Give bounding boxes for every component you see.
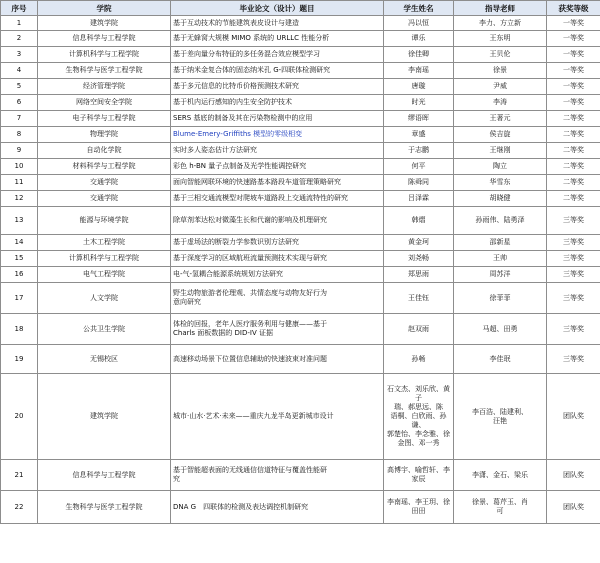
header-college: 学院 xyxy=(38,1,171,16)
award-cell: 团队奖 xyxy=(547,460,600,491)
advisor-cell: 李佳珉 xyxy=(454,345,547,374)
table-row xyxy=(1,191,600,207)
college-cell: 信息科学与工程学院 xyxy=(38,460,171,491)
title-cell: 基于深度学习的区域航班流量预测技术实现与研究 xyxy=(171,251,384,267)
award-cell: 三等奖 xyxy=(547,235,600,251)
row-number: 15 xyxy=(1,251,38,267)
title-cell: 基于虚场法的断裂力学参数识别方法研究 xyxy=(171,235,384,251)
title-cell: 基于机内运行感知的内生安全防护技术 xyxy=(171,95,384,111)
row-number: 4 xyxy=(1,63,38,79)
title-cell: 实时多人姿态估计方法研究 xyxy=(171,143,384,159)
row-number: 16 xyxy=(1,267,38,283)
title-cell: 基于差向量分布特征的多任务混合效应模型学习 xyxy=(171,47,384,63)
title-cell: 体检的回报，老年人医疗服务利用与健康——基于 Charls 面板数据的 DID-IV 证据 xyxy=(171,314,384,345)
row-number: 1 xyxy=(1,16,38,31)
advisor-cell: 徐景 xyxy=(454,63,547,79)
table-row xyxy=(1,314,600,345)
row-number: 10 xyxy=(1,159,38,175)
title-cell: SERS 基底的制备及其在污染物检测中的应用 xyxy=(171,111,384,127)
title-cell: DNA G 四联体的检测及表达调控机制研究 xyxy=(171,491,384,524)
student-cell: 韩熠 xyxy=(384,207,454,235)
table-row xyxy=(1,63,600,79)
advisor-cell: 李力、方立新 xyxy=(454,16,547,31)
college-cell: 生物科学与医学工程学院 xyxy=(38,491,171,524)
award-cell: 一等奖 xyxy=(547,63,600,79)
student-cell: 徐佳卿 xyxy=(384,47,454,63)
award-cell: 团队奖 xyxy=(547,491,600,524)
college-cell: 计算机科学与工程学院 xyxy=(38,251,171,267)
student-cell: 唐璇 xyxy=(384,79,454,95)
row-number: 2 xyxy=(1,31,38,47)
table-row xyxy=(1,143,600,159)
header-advisor: 指导老师 xyxy=(454,1,547,16)
college-cell: 材料科学与工程学院 xyxy=(38,159,171,175)
college-cell: 人文学院 xyxy=(38,283,171,314)
table-row xyxy=(1,267,600,283)
row-number: 3 xyxy=(1,47,38,63)
college-cell: 公共卫生学院 xyxy=(38,314,171,345)
table-row xyxy=(1,31,600,47)
title-cell: 高速移动场景下位置信息辅助的快速波束对准问题 xyxy=(171,345,384,374)
row-number: 7 xyxy=(1,111,38,127)
row-number: 11 xyxy=(1,175,38,191)
award-cell: 三等奖 xyxy=(547,207,600,235)
student-cell: 何平 xyxy=(384,159,454,175)
award-cell: 一等奖 xyxy=(547,79,600,95)
award-cell: 三等奖 xyxy=(547,283,600,314)
table-row xyxy=(1,460,600,491)
row-number: 17 xyxy=(1,283,38,314)
advisor-cell: 周苏洋 xyxy=(454,267,547,283)
advisor-cell: 尹威 xyxy=(454,79,547,95)
award-cell: 一等奖 xyxy=(547,16,600,31)
title-cell: 野生动物旅游者伦理观、共情态度与动物友好行为 意向研究 xyxy=(171,283,384,314)
table-row xyxy=(1,235,600,251)
student-cell: 高博宇、喻哲轩、李 家辰 xyxy=(384,460,454,491)
advisor-cell: 李涛 xyxy=(454,95,547,111)
college-cell: 计算机科学与工程学院 xyxy=(38,47,171,63)
header-title: 毕业论文（设计）题目 xyxy=(171,1,384,16)
student-cell: 赵双雨 xyxy=(384,314,454,345)
table-row xyxy=(1,345,600,374)
college-cell: 能源与环境学院 xyxy=(38,207,171,235)
student-cell: 于志鹏 xyxy=(384,143,454,159)
award-cell: 三等奖 xyxy=(547,267,600,283)
college-cell: 电气工程学院 xyxy=(38,267,171,283)
advisor-cell: 马超、田勇 xyxy=(454,314,547,345)
advisor-cell: 王继刚 xyxy=(454,143,547,159)
student-cell: 缪语晖 xyxy=(384,111,454,127)
row-number: 13 xyxy=(1,207,38,235)
row-number: 22 xyxy=(1,491,38,524)
advisor-cell: 李潇、金石、梁乐 xyxy=(454,460,547,491)
college-cell: 生物科学与医学工程学院 xyxy=(38,63,171,79)
college-cell: 无锡校区 xyxy=(38,345,171,374)
award-cell: 三等奖 xyxy=(547,251,600,267)
advisor-cell: 邵新星 xyxy=(454,235,547,251)
table-row xyxy=(1,491,600,524)
student-cell: 吕泽霖 xyxy=(384,191,454,207)
header-student: 学生姓名 xyxy=(384,1,454,16)
advisor-cell: 王帅 xyxy=(454,251,547,267)
table-header-row xyxy=(1,1,600,16)
college-cell: 物理学院 xyxy=(38,127,171,143)
advisor-cell: 华雪东 xyxy=(454,175,547,191)
advisor-cell: 胡晓健 xyxy=(454,191,547,207)
title-cell: 基于无蜂窝大规模 MIMO 系统的 URLLC 性能分析 xyxy=(171,31,384,47)
college-cell: 交通学院 xyxy=(38,175,171,191)
table-row xyxy=(1,79,600,95)
table-row xyxy=(1,374,600,460)
table-row xyxy=(1,175,600,191)
student-cell: 李南瑶 xyxy=(384,63,454,79)
table-row xyxy=(1,95,600,111)
award-cell: 二等奖 xyxy=(547,111,600,127)
advisor-cell: 孙雨伟、陆勇泽 xyxy=(454,207,547,235)
table-row xyxy=(1,127,600,143)
college-cell: 交通学院 xyxy=(38,191,171,207)
title-cell: 城市·山水·艺术·未来——重庆九龙半岛更新城市设计 xyxy=(171,374,384,460)
college-cell: 经济管理学院 xyxy=(38,79,171,95)
header-award: 获奖等级 xyxy=(547,1,600,16)
title-cell: Blume-Emery-Griffiths 模型的零级相变 xyxy=(171,127,384,143)
award-cell: 一等奖 xyxy=(547,47,600,63)
college-cell: 信息科学与工程学院 xyxy=(38,31,171,47)
row-number: 9 xyxy=(1,143,38,159)
advisor-cell: 李百浩、陆建利、 汪艳 xyxy=(454,374,547,460)
title-cell: 基于纳米金复合体的固态纳米孔 G-四联体检测研究 xyxy=(171,63,384,79)
advisor-cell: 徐景、葛芹玉、肖 可 xyxy=(454,491,547,524)
student-cell: 谭乐 xyxy=(384,31,454,47)
student-cell: 章盛 xyxy=(384,127,454,143)
row-number: 12 xyxy=(1,191,38,207)
college-cell: 电子科学与工程学院 xyxy=(38,111,171,127)
advisor-cell: 王东明 xyxy=(454,31,547,47)
table-row xyxy=(1,283,600,314)
title-cell: 基于多元信息的比特币价格预测技术研究 xyxy=(171,79,384,95)
title-cell: 电-气-氢耦合能源系统规划方法研究 xyxy=(171,267,384,283)
award-cell: 二等奖 xyxy=(547,143,600,159)
student-cell: 时光 xyxy=(384,95,454,111)
award-cell: 二等奖 xyxy=(547,159,600,175)
college-cell: 土木工程学院 xyxy=(38,235,171,251)
advisor-cell: 侯吉旋 xyxy=(454,127,547,143)
table-row xyxy=(1,47,600,63)
student-cell: 王佳钰 xyxy=(384,283,454,314)
table-row xyxy=(1,159,600,175)
student-cell: 黄金珂 xyxy=(384,235,454,251)
student-cell: 刘尧畅 xyxy=(384,251,454,267)
award-cell: 二等奖 xyxy=(547,175,600,191)
title-cell: 基于智能超表面的无线通信信道特征与覆盖性能研 究 xyxy=(171,460,384,491)
table-row xyxy=(1,111,600,127)
row-number: 18 xyxy=(1,314,38,345)
advisor-cell: 徐菲菲 xyxy=(454,283,547,314)
college-cell: 自动化学院 xyxy=(38,143,171,159)
title-cell: 基于三相交通流模型对爬坡车道路段上交通流特性的研究 xyxy=(171,191,384,207)
title-cell: 基于互动技术的节能建筑表皮设计与建造 xyxy=(171,16,384,31)
table-row xyxy=(1,16,600,31)
advisor-cell: 王贝伦 xyxy=(454,47,547,63)
title-cell: 彩色 h-BN 量子点制备及光学性能调控研究 xyxy=(171,159,384,175)
table-row xyxy=(1,207,600,235)
award-cell: 二等奖 xyxy=(547,127,600,143)
award-cell: 三等奖 xyxy=(547,345,600,374)
title-cell: 除草剂苯达松对微藻生长和代谢的影响及机理研究 xyxy=(171,207,384,235)
title-cell: 面向智能网联环境的快速路基本路段车道管理策略研究 xyxy=(171,175,384,191)
advisor-cell: 陶立 xyxy=(454,159,547,175)
student-cell: 郑思雨 xyxy=(384,267,454,283)
college-cell: 建筑学院 xyxy=(38,16,171,31)
row-number: 6 xyxy=(1,95,38,111)
row-number: 5 xyxy=(1,79,38,95)
table-row xyxy=(1,251,600,267)
award-cell: 三等奖 xyxy=(547,314,600,345)
college-cell: 建筑学院 xyxy=(38,374,171,460)
row-number: 20 xyxy=(1,374,38,460)
award-cell: 一等奖 xyxy=(547,31,600,47)
award-cell: 一等奖 xyxy=(547,95,600,111)
college-cell: 网络空间安全学院 xyxy=(38,95,171,111)
student-cell: 石文杰、刘乐欣、黄子 瑞、郝思远、陈 语桐、白欣雨、孙谦、 郭楚怡、李念雅、徐 金图、邓一秀 xyxy=(384,374,454,460)
advisor-cell: 王著元 xyxy=(454,111,547,127)
row-number: 19 xyxy=(1,345,38,374)
row-number: 21 xyxy=(1,460,38,491)
row-number: 14 xyxy=(1,235,38,251)
student-cell: 陈舜同 xyxy=(384,175,454,191)
award-cell: 团队奖 xyxy=(547,374,600,460)
header-no: 序号 xyxy=(1,1,38,16)
award-cell: 二等奖 xyxy=(547,191,600,207)
student-cell: 冯以恒 xyxy=(384,16,454,31)
student-cell: 李南瑶、李王玥、徐 田田 xyxy=(384,491,454,524)
row-number: 8 xyxy=(1,127,38,143)
student-cell: 孙畅 xyxy=(384,345,454,374)
